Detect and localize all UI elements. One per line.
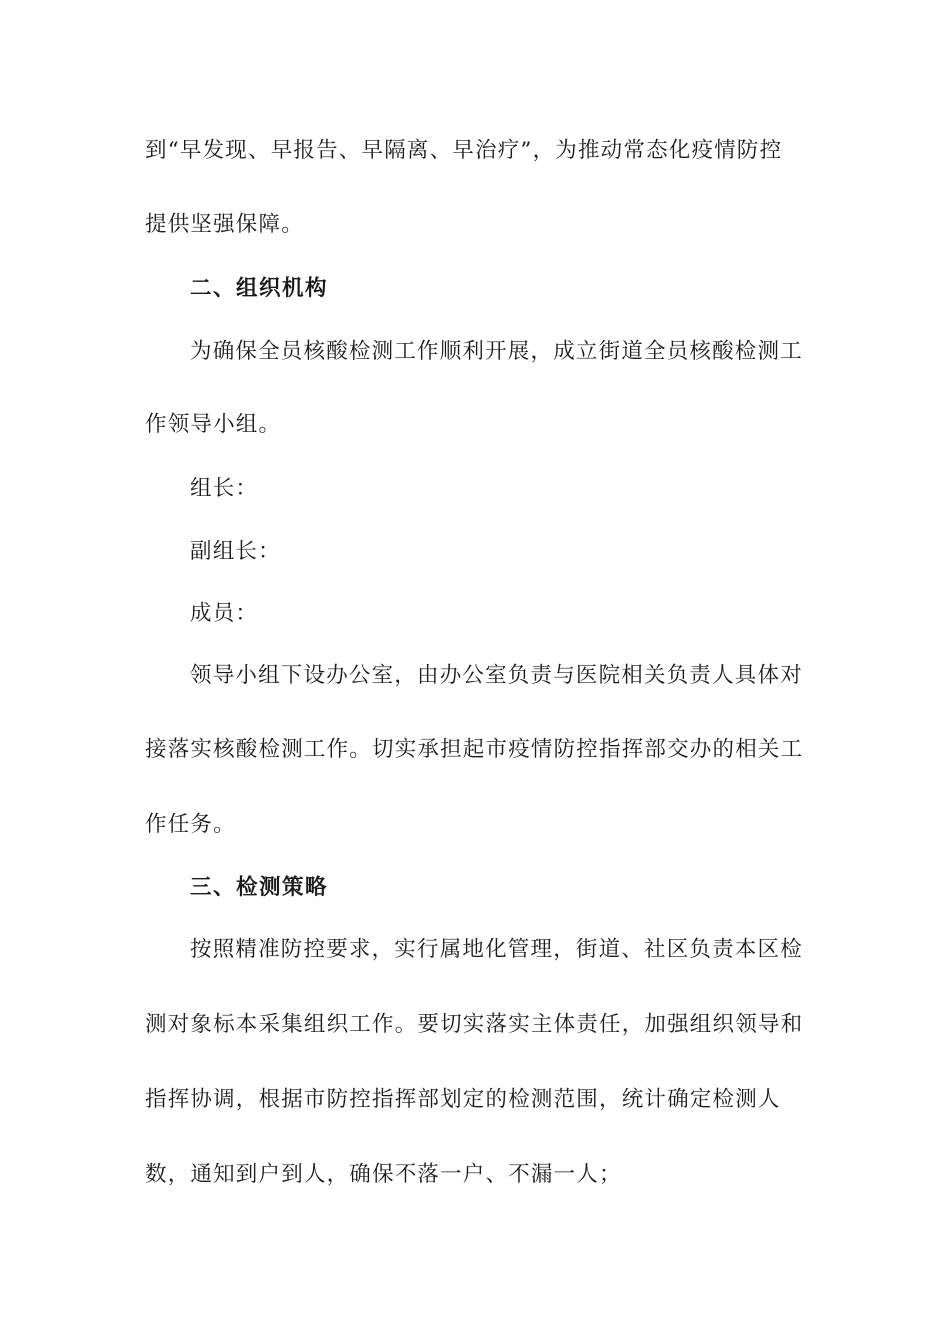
paragraph-line: 数，通知到户到人，确保不落一户、不漏一人； (145, 1162, 622, 1187)
team-leader-label: 组长： (190, 476, 259, 501)
members-label: 成员： (190, 601, 259, 626)
paragraph-line: 测对象标本采集组织工作。要切实落实主体责任，加强组织领导和 (145, 1012, 804, 1037)
paragraph-line: 作领导小组。 (145, 412, 282, 437)
paragraph-line: 作任务。 (145, 812, 236, 837)
section-heading-testing-strategy: 三、检测策略 (190, 875, 329, 900)
paragraph-line: 到“早发现、早报告、早隔离、早治疗”，为推动常态化疫情防控 (145, 138, 783, 163)
section-heading-organization: 二、组织机构 (190, 276, 329, 301)
paragraph-line: 为确保全员核酸检测工作顺利开展，成立街道全员核酸检测工 (190, 339, 803, 364)
paragraph-line: 按照精准防控要求，实行属地化管理，街道、社区负责本区检 (190, 937, 803, 962)
paragraph-line: 提供坚强保障。 (145, 212, 304, 237)
paragraph-line: 领导小组下设办公室，由办公室负责与医院相关负责人具体对 (190, 663, 803, 688)
paragraph-line: 指挥协调，根据市防控指挥部划定的检测范围，统计确定检测人 (145, 1087, 781, 1112)
deputy-leader-label: 副组长： (190, 539, 281, 564)
paragraph-line: 接落实核酸检测工作。切实承担起市疫情防控指挥部交办的相关工 (145, 737, 804, 762)
